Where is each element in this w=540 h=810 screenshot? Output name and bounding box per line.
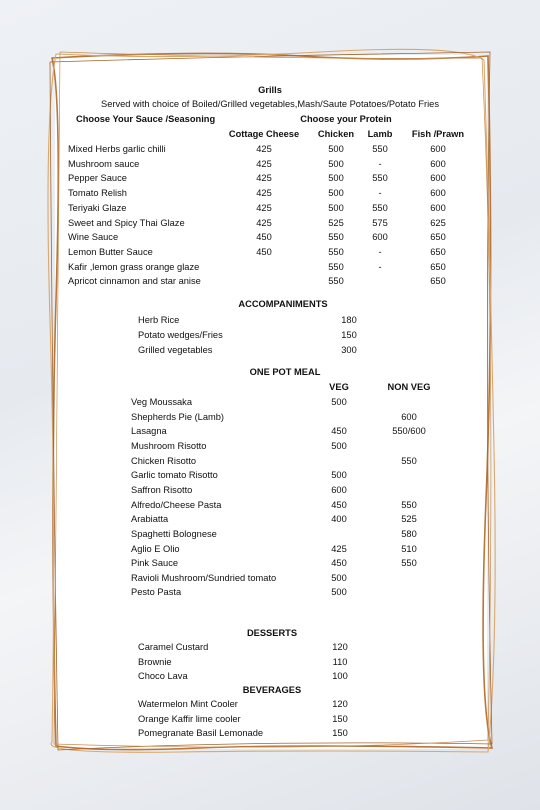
one-pot-nonveg-price: 580 <box>401 528 417 539</box>
one-pot-nonveg-price: 550 <box>401 558 417 569</box>
grills-item-price: 650 <box>430 261 446 272</box>
grills-item-name: Wine Sauce <box>68 232 119 243</box>
one-pot-nonveg-price: 510 <box>401 543 417 554</box>
grills-column-header: Fish /Prawn <box>411 129 465 139</box>
protein-header: Choose your Protein <box>300 114 392 124</box>
grills-item-name: Sweet and Spicy Thai Glaze <box>68 217 185 228</box>
nonveg-header: NON VEG <box>387 382 431 392</box>
grills-item-price: 550 <box>372 173 388 184</box>
one-pot-veg-price: 425 <box>331 543 347 554</box>
accompaniment-name: Herb Rice <box>138 315 180 325</box>
grills-item-price: 450 <box>256 246 272 257</box>
one-pot-nonveg-price: 600 <box>401 411 417 422</box>
desserts-title: DESSERTS <box>246 628 298 638</box>
one-pot-veg-price: 450 <box>331 499 347 510</box>
grills-subtitle: Served with choice of Boiled/Grilled vegetables,Mash/Saute Potatoes/Potato Fries <box>101 99 439 109</box>
grills-item-price: 650 <box>430 246 446 257</box>
grills-item-name: Mixed Herbs garlic chilli <box>68 144 166 154</box>
one-pot-veg-price: 600 <box>331 484 347 495</box>
one-pot-veg-price: 500 <box>331 587 347 598</box>
one-pot-item-name: Veg Moussaka <box>131 397 192 407</box>
veg-header: VEG <box>329 382 349 392</box>
grills-item-price: 425 <box>256 144 272 154</box>
one-pot-item-name: Arabiatta <box>131 514 169 525</box>
one-pot-veg-price: 450 <box>331 426 347 437</box>
beverage-price: 120 <box>332 699 348 709</box>
grills-item-price: 550 <box>372 202 388 213</box>
grills-column-header: Chicken <box>317 129 355 139</box>
grills-column-header: Lamb <box>367 129 393 139</box>
grills-item-price: - <box>378 158 382 169</box>
one-pot-veg-price: 500 <box>331 397 347 407</box>
dessert-price: 110 <box>332 656 348 667</box>
one-pot-item-name: Aglio E Olio <box>131 543 180 554</box>
one-pot-item-name: Garlic tomato Risotto <box>131 470 218 481</box>
one-pot-veg-price: 500 <box>331 572 347 583</box>
grills-item-price: 425 <box>256 173 272 184</box>
dessert-name: Brownie <box>138 656 172 667</box>
grills-item-price: 600 <box>430 188 446 199</box>
grills-item-price: 600 <box>430 144 446 154</box>
grills-item-price: 550 <box>372 144 388 154</box>
one-pot-item-name: Chicken Risotto <box>131 455 197 466</box>
accompaniments-title: ACCOMPANIMENTS <box>238 299 328 309</box>
grills-item-price: 600 <box>372 232 388 243</box>
one-pot-nonveg-price: 550 <box>401 455 417 466</box>
grills-item-price: 500 <box>328 158 344 169</box>
grills-item-price: - <box>378 188 382 199</box>
grills-item-price: 650 <box>430 276 446 287</box>
accompaniment-name: Potato wedges/Fries <box>138 330 223 340</box>
grills-item-price: 500 <box>328 188 344 199</box>
grills-item-price: 425 <box>256 202 272 213</box>
one-pot-item-name: Spaghetti Bolognese <box>131 528 217 539</box>
grills-item-name: Pepper Sauce <box>68 173 127 184</box>
accompaniment-name: Grilled vegetables <box>138 345 213 355</box>
grills-item-price: 550 <box>328 276 344 287</box>
one-pot-title: ONE POT MEAL <box>249 367 321 377</box>
grills-item-price: 650 <box>430 232 446 243</box>
grills-item-price: 525 <box>328 217 344 228</box>
grills-item-price: 425 <box>256 217 272 228</box>
beverage-name: Watermelon Mint Cooler <box>138 699 238 709</box>
grills-item-price: 600 <box>430 173 446 184</box>
one-pot-nonveg-price: 550 <box>401 499 417 510</box>
grills-item-price: 550 <box>328 261 344 272</box>
one-pot-item-name: Lasagna <box>131 426 167 437</box>
beverage-name: Pomegranate Basil Lemonade <box>138 728 264 739</box>
one-pot-nonveg-price: 525 <box>401 514 417 525</box>
grills-item-price: 500 <box>328 173 344 184</box>
beverage-name: Orange Kaffir lime cooler <box>138 713 241 724</box>
grills-item-price: 500 <box>328 202 344 213</box>
beverages-title: BEVERAGES <box>242 685 302 695</box>
grills-item-price: - <box>378 246 382 257</box>
grills-item-price: 575 <box>372 217 388 228</box>
grills-column-header: Cottage Cheese <box>228 129 300 139</box>
beverage-price: 150 <box>332 713 348 724</box>
one-pot-item-name: Mushroom Risotto <box>131 440 207 451</box>
one-pot-veg-price: 500 <box>331 470 347 481</box>
one-pot-veg-price: 500 <box>331 440 347 451</box>
grills-item-name: Kafir ,lemon grass orange glaze <box>68 261 200 272</box>
accompaniment-price: 300 <box>341 345 357 355</box>
one-pot-item-name: Pink Sauce <box>131 558 179 569</box>
one-pot-item-name: Alfredo/Cheese Pasta <box>131 499 222 510</box>
grills-item-price: 625 <box>430 217 446 228</box>
one-pot-veg-price: 400 <box>331 514 347 525</box>
grills-item-price: 425 <box>256 188 272 199</box>
grills-item-price: 450 <box>256 232 272 243</box>
grills-item-price: 600 <box>430 158 446 169</box>
grills-item-price: - <box>378 261 382 272</box>
dessert-price: 100 <box>332 671 348 682</box>
one-pot-item-name: Ravioli Mushroom/Sundried tomato <box>131 572 277 583</box>
one-pot-item-name: Saffron Risotto <box>131 484 193 495</box>
grills-item-name: Mushroom sauce <box>68 158 140 169</box>
grills-item-name: Tomato Relish <box>68 188 127 199</box>
accompaniment-price: 180 <box>341 315 357 325</box>
beverage-price: 150 <box>332 728 348 739</box>
grills-item-name: Teriyaki Glaze <box>68 202 127 213</box>
dessert-price: 120 <box>332 642 348 652</box>
grills-item-price: 600 <box>430 202 446 213</box>
grills-item-price: 550 <box>328 246 344 257</box>
dessert-name: Caramel Custard <box>138 642 209 652</box>
grills-item-price: 550 <box>328 232 344 243</box>
dessert-name: Choco Lava <box>138 671 188 682</box>
one-pot-item-name: Pesto Pasta <box>131 587 182 598</box>
one-pot-item-name: Shepherds Pie (Lamb) <box>131 411 225 422</box>
grills-title: Grills <box>258 85 282 95</box>
grills-item-name: Lemon Butter Sauce <box>68 246 153 257</box>
one-pot-nonveg-price: 550/600 <box>392 426 426 437</box>
grills-item-price: 425 <box>256 158 272 169</box>
one-pot-veg-price: 450 <box>331 558 347 569</box>
grills-item-price: 500 <box>328 144 344 154</box>
sauce-header: Choose Your Sauce /Seasoning <box>76 114 216 124</box>
accompaniment-price: 150 <box>341 330 357 340</box>
grills-item-name: Apricot cinnamon and star anise <box>68 276 201 287</box>
